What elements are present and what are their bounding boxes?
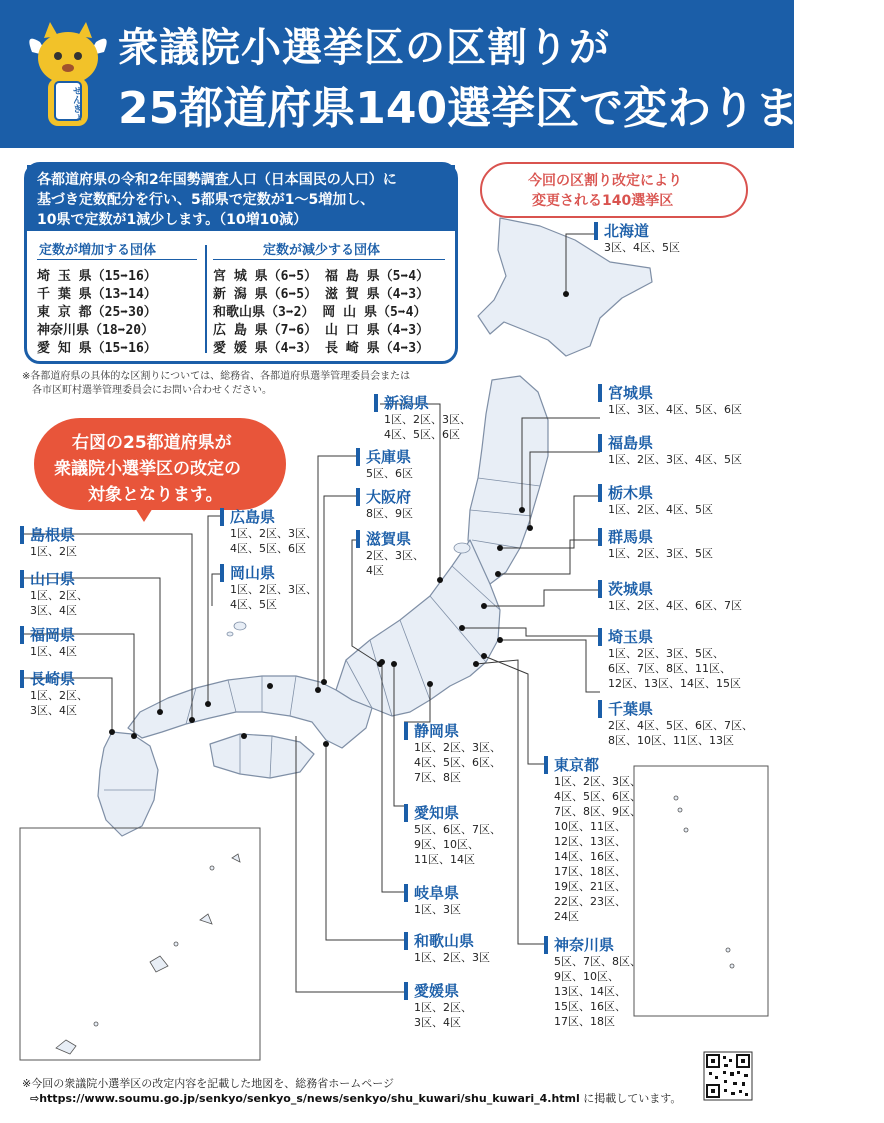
pref-fukushima — [598, 434, 742, 467]
pref-districts: 1区、2区 — [30, 545, 77, 558]
pref-okayama — [220, 564, 317, 612]
pref-name: 愛媛県 — [404, 982, 472, 1000]
pref-districts: 15区、16区、 — [554, 1000, 626, 1013]
pref-districts: 2区、3区、 — [366, 549, 424, 562]
pref-districts: 7区、8区、9区、 — [554, 805, 641, 818]
pref-name: 新潟県 — [374, 394, 471, 412]
pref-miyagi — [598, 384, 742, 417]
pref-name: 愛知県 — [404, 804, 501, 822]
pref-districts: 24区 — [554, 910, 579, 923]
tohoku-shape — [468, 376, 548, 584]
bubble-line-2: 衆議院小選挙区の改定の — [54, 459, 241, 479]
pref-districts: 6区、7区、8区、11区、 — [608, 662, 731, 675]
pref-districts: 1区、2区、3区、 — [554, 775, 641, 788]
footnote-suffix: に掲載しています。 — [579, 1092, 682, 1105]
pref-name: 大阪府 — [356, 488, 413, 506]
bubble-line-3: 対象となります。 — [88, 485, 223, 505]
pref-districts: 5区、6区 — [366, 467, 413, 480]
increase-row: 神奈川県（18➡20） — [37, 323, 155, 338]
pref-districts: 1区、2区、3区、5区 — [608, 547, 713, 560]
pref-districts: 17区、18区、 — [554, 865, 626, 878]
pref-districts: 1区、2区、 — [30, 689, 88, 702]
pref-districts: 1区、3区、4区、5区、6区 — [608, 403, 742, 416]
pref-districts: 1区、2区、 — [30, 589, 88, 602]
pref-districts: 1区、2区、3区、4区、5区 — [608, 453, 742, 466]
pref-name: 兵庫県 — [356, 448, 413, 466]
callout-line-1: 今回の区割り改定により — [528, 173, 682, 189]
pref-name: 和歌山県 — [404, 932, 490, 950]
pref-districts: 22区、23区、 — [554, 895, 626, 908]
bubble-line-1: 右図の25都道府県が — [72, 433, 232, 453]
kyushu-shape — [98, 732, 158, 836]
increase-row: 埼 玉 県（15➡16） — [37, 269, 157, 284]
pref-districts: 19区、21区、 — [554, 880, 626, 893]
pref-name: 福岡県 — [20, 626, 77, 644]
pref-shizuoka — [404, 722, 501, 785]
decrease-header: 定数が減少する団体 — [263, 243, 381, 258]
pref-districts: 4区、5区、6区 — [384, 428, 460, 441]
pref-districts: 1区、2区、3区、 — [384, 413, 471, 426]
pref-tochigi — [598, 484, 713, 517]
pref-name: 東京都 — [544, 756, 641, 774]
okinawa-inset — [20, 828, 260, 1060]
footnote-url-link[interactable]: ⇨https://www.soumu.go.jp/senkyo/senkyo_s/news/senkyo/shu_kuwari/shu_kuwari_4.html — [30, 1092, 580, 1105]
pref-shiga — [356, 530, 424, 578]
decrease-row: 広 島 県（7➡6） 山 口 県（4➡3） — [213, 323, 430, 338]
pref-name: 埼玉県 — [598, 628, 741, 646]
pref-districts: 1区、2区、3区、 — [230, 583, 317, 596]
pref-hiroshima — [220, 508, 317, 556]
pref-tokyo — [544, 756, 641, 924]
pref-ehime — [404, 982, 472, 1030]
pref-districts: 2区、4区、5区、6区、7区、 — [608, 719, 753, 732]
pref-name: 岐阜県 — [404, 884, 461, 902]
pref-nagasaki — [20, 670, 88, 718]
pref-name: 長崎県 — [20, 670, 88, 688]
footnote-line-2 — [30, 1090, 681, 1106]
contact-note-line-1: ※各都道府県の具体的な区割りについては、総務省、各都道府県選挙管理委員会または — [22, 371, 411, 382]
pref-districts: 1区、2区、3区、 — [230, 527, 317, 540]
pref-name: 北海道 — [594, 222, 680, 240]
pref-name: 千葉県 — [598, 700, 753, 718]
pref-districts: 4区 — [366, 564, 384, 577]
pref-districts: 1区、2区、3区、 — [414, 741, 501, 754]
pref-districts: 7区、8区 — [414, 771, 461, 784]
pref-niigata — [374, 394, 471, 442]
pref-fukuoka — [20, 626, 77, 659]
pref-name: 静岡県 — [404, 722, 501, 740]
pref-name: 群馬県 — [598, 528, 713, 546]
pref-name: 島根県 — [20, 526, 77, 544]
pref-name: 宮城県 — [598, 384, 742, 402]
decrease-row: 愛 媛 県（4➡3） 長 崎 県（4➡3） — [213, 341, 430, 356]
increase-row: 千 葉 県（13➡14） — [37, 287, 157, 302]
pref-districts: 1区、2区、4区、6区、7区 — [608, 599, 742, 612]
pref-districts: 5区、7区、8区、 — [554, 955, 641, 968]
pref-name: 山口県 — [20, 570, 88, 588]
pref-shimane — [20, 526, 77, 559]
pref-saitama — [598, 628, 741, 691]
pref-yamaguchi — [20, 570, 88, 618]
pref-districts: 11区、14区 — [414, 853, 475, 866]
pref-aichi — [404, 804, 501, 867]
increase-header: 定数が増加する団体 — [39, 243, 157, 258]
mascot-label: せんきょ — [71, 86, 81, 122]
pref-districts: 1区、3区 — [414, 903, 461, 916]
pref-districts: 1区、2区、3区 — [414, 951, 490, 964]
pref-districts: 10区、11区、 — [554, 820, 626, 833]
pref-name: 滋賀県 — [356, 530, 424, 548]
title-line-1: 衆議院小選挙区の区割りが — [118, 25, 610, 71]
pref-name: 福島県 — [598, 434, 742, 452]
decrease-row: 新 潟 県（6➡5） 滋 賀 県（4➡3） — [213, 287, 430, 302]
pref-districts: 3区、4区 — [30, 704, 77, 717]
pref-districts: 3区、4区、5区 — [604, 241, 680, 254]
pref-districts: 4区、5区、6区 — [230, 542, 306, 555]
pref-districts: 4区、5区、6区、 — [554, 790, 641, 803]
pref-districts: 17区、18区 — [554, 1015, 615, 1028]
pref-districts: 1区、4区 — [30, 645, 77, 658]
pref-districts: 1区、2区、 — [414, 1001, 472, 1014]
pref-gifu — [404, 884, 461, 917]
increase-row: 愛 知 県（15➡16） — [37, 341, 157, 356]
pref-wakayama — [404, 932, 490, 965]
pref-districts: 8区、9区 — [366, 507, 413, 520]
ogasawara-inset — [634, 766, 768, 1016]
intro-line-3: 10県で定数が1減少します。（10増10減） — [37, 212, 308, 228]
pref-districts: 12区、13区、14区、15区 — [608, 677, 741, 690]
pref-osaka — [356, 488, 413, 521]
pref-name: 茨城県 — [598, 580, 742, 598]
pref-districts: 4区、5区、6区、 — [414, 756, 501, 769]
pref-name: 栃木県 — [598, 484, 713, 502]
contact-note-line-2: 各市区町村選挙管理委員会にお問い合わせください。 — [32, 385, 272, 396]
intro-line-1: 各都道府県の令和2年国勢調査人口（日本国民の人口）に — [37, 172, 397, 188]
pref-districts: 3区、4区 — [414, 1016, 461, 1029]
qr-code-icon[interactable] — [704, 1052, 752, 1100]
pref-districts: 12区、13区、 — [554, 835, 626, 848]
pref-hyogo — [356, 448, 413, 481]
pref-districts: 3区、4区 — [30, 604, 77, 617]
pref-name: 岡山県 — [220, 564, 317, 582]
pref-kanagawa — [544, 936, 641, 1029]
pref-name: 神奈川県 — [544, 936, 641, 954]
pref-gunma — [598, 528, 713, 561]
footnote-line-1: ※今回の衆議院小選挙区の改定内容を記載した地図を、総務省ホームページ — [22, 1077, 394, 1090]
pref-districts: 9区、10区、 — [414, 838, 479, 851]
pref-districts: 9区、10区、 — [554, 970, 619, 983]
pref-districts: 5区、6区、7区、 — [414, 823, 501, 836]
callout-line-2: 変更される140選挙区 — [532, 193, 674, 209]
shikoku-shape — [210, 734, 314, 778]
pref-ibaraki — [598, 580, 742, 613]
pref-districts: 1区、2区、3区、5区、 — [608, 647, 724, 660]
pref-hokkaido — [594, 222, 680, 255]
intro-line-2: 基づき定数配分を行い、5都県で定数が1〜5増加し、 — [37, 192, 375, 208]
pref-districts: 14区、16区、 — [554, 850, 626, 863]
pref-districts: 8区、10区、11区、13区 — [608, 734, 734, 747]
title-line-2: 25都道府県140選挙区で変わります。 — [118, 83, 884, 134]
pref-districts: 13区、14区、 — [554, 985, 626, 998]
decrease-row: 和歌山県（3➡2） 岡 山 県（5➡4） — [213, 305, 427, 320]
pref-districts: 1区、2区、4区、5区 — [608, 503, 713, 516]
increase-row: 東 京 都（25➡30） — [37, 305, 157, 320]
pref-name: 広島県 — [220, 508, 317, 526]
decrease-row: 宮 城 県（6➡5） 福 島 県（5➡4） — [213, 269, 430, 284]
pref-chiba — [598, 700, 753, 748]
pref-districts: 4区、5区 — [230, 598, 277, 611]
